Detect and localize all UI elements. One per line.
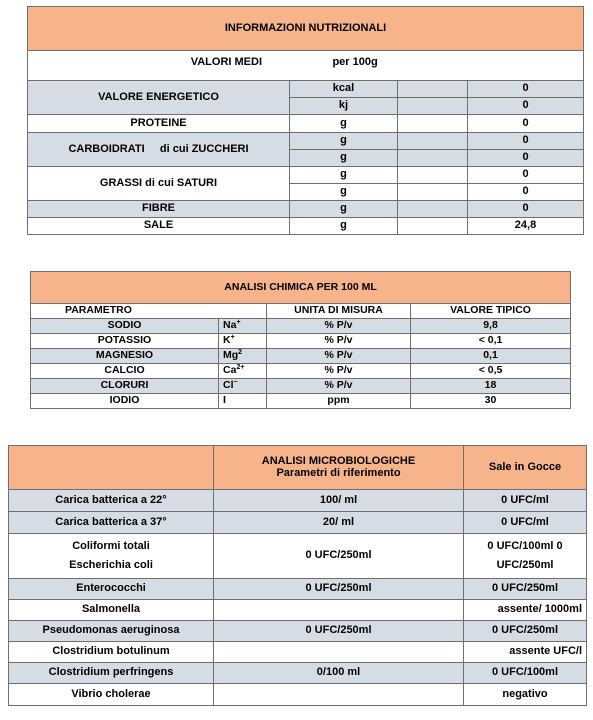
- fats-value-2: 0: [468, 184, 584, 201]
- micro-row: Pseudomonas aeruginosa 0 UFC/250ml 0 UFC/250ml: [9, 621, 587, 642]
- chem-symbol: Na+: [219, 319, 267, 334]
- salt-value: 24,8: [468, 218, 584, 235]
- micro-row: Clostridium perfringens 0/100 ml 0 UFC/100ml: [9, 663, 587, 684]
- energy-empty-1: [398, 81, 468, 98]
- fiber-empty: [398, 201, 468, 218]
- chem-row: CLORURI Cl− % P/v 18: [31, 379, 571, 394]
- coliformi-label: Coliformi totali: [72, 540, 150, 552]
- coliformi-value: 0 UFC/100ml 0: [487, 540, 563, 552]
- carbs-label: [28, 133, 290, 167]
- chem-col-valore: VALORE TIPICO: [411, 304, 571, 319]
- chem-col-unita: UNITA DI MISURA: [267, 304, 411, 319]
- carbs-sugar-label: di cui ZUCCHERI: [159, 142, 249, 155]
- energy-value-kcal: 0: [468, 81, 584, 98]
- energy-empty-2: [398, 98, 468, 115]
- nutrition-header: [28, 51, 584, 81]
- micro-header-empty: [9, 446, 214, 490]
- chem-symbol: Mg$^2$: [219, 349, 267, 364]
- valori-medi-label: VALORI MEDI: [190, 56, 262, 68]
- fiber-value: 0: [468, 201, 584, 218]
- escherichia-value: UFC/250ml: [496, 559, 554, 571]
- chemical-analysis-table: [30, 271, 571, 409]
- chem-row: IODIO I ppm 30: [31, 394, 571, 409]
- chem-row: CALCIO $Ca^{2+}$ % P/v < 0,5: [31, 364, 571, 379]
- micro-row: Carica batterica a 22° 100/ ml 0 UFC/ml: [9, 490, 587, 512]
- energy-value-kj: 0: [468, 98, 584, 115]
- fats-empty-2: [398, 184, 468, 201]
- chem-row: POTASSIO K+ % P/v < 0,1: [31, 334, 571, 349]
- micro-row: Clostridium botulinum assente UFC/l: [9, 642, 587, 663]
- chem-row: SODIO Na+ % P/v 9,8: [31, 319, 571, 334]
- fiber-label: FIBRE: [28, 201, 290, 218]
- carbs-empty-1: [398, 133, 468, 150]
- salt-unit: g: [290, 218, 398, 235]
- nutrition-title: INFORMAZIONI NUTRIZIONALI: [28, 7, 584, 51]
- protein-value: 0: [468, 115, 584, 133]
- fiber-unit: g: [290, 201, 398, 218]
- fats-value-1: 0: [468, 167, 584, 184]
- carbs-empty-2: [398, 150, 468, 167]
- chem-symbol: $Ca^{2+}$: [219, 364, 267, 379]
- fats-unit-1: g: [290, 167, 398, 184]
- carbs-unit-2: g: [290, 150, 398, 167]
- chem-symbol: K+: [219, 334, 267, 349]
- protein-unit: g: [290, 115, 398, 133]
- micro-row: Vibrio cholerae negativo: [9, 684, 587, 706]
- nutrition-table: [27, 6, 584, 235]
- micro-row: Carica batterica a 37° 20/ ml 0 UFC/ml: [9, 512, 587, 534]
- chem-col-parametro: PARAMETRO: [31, 304, 267, 319]
- microbiological-table: [8, 445, 587, 706]
- chem-symbol: I: [219, 394, 267, 409]
- carbs-value-2: 0: [468, 150, 584, 167]
- micro-title: [214, 446, 464, 490]
- carbs-value-1: 0: [468, 133, 584, 150]
- fats-empty-1: [398, 167, 468, 184]
- fats-label: GRASSI di cui SATURI: [28, 167, 290, 201]
- carbs-unit-1: g: [290, 133, 398, 150]
- micro-row: Coliformi totali Escherichia coli 0 UFC/250ml 0 UFC/100ml 0 UFC/250ml: [9, 534, 587, 579]
- micro-title-line2: Parametri di riferimento: [276, 466, 401, 479]
- chem-row: MAGNESIO Mg$^2$ % P/v 0,1: [31, 349, 571, 364]
- protein-label: PROTEINE: [28, 115, 290, 133]
- fats-unit-2: g: [290, 184, 398, 201]
- energy-unit-kj: kj: [290, 98, 398, 115]
- salt-empty: [398, 218, 468, 235]
- escherichia-label: Escherichia coli: [69, 559, 153, 571]
- protein-empty: [398, 115, 468, 133]
- carbs-main-label: CARBOIDRATI: [68, 142, 145, 155]
- micro-title-line1: ANALISI MICROBIOLOGICHE: [261, 454, 416, 467]
- micro-row: Salmonella assente/ 1000ml: [9, 600, 587, 621]
- per-100g-label: per 100g: [332, 56, 378, 68]
- salt-label: SALE: [28, 218, 290, 235]
- micro-col-sale-in-gocce: Sale in Gocce: [464, 446, 587, 490]
- chem-title: ANALISI CHIMICA PER 100 ML: [31, 272, 571, 304]
- energy-unit-kcal: kcal: [290, 81, 398, 98]
- energy-label: VALORE ENERGETICO: [28, 81, 290, 115]
- chem-symbol: Cl−: [219, 379, 267, 394]
- micro-row: Enterococchi 0 UFC/250ml 0 UFC/250ml: [9, 579, 587, 600]
